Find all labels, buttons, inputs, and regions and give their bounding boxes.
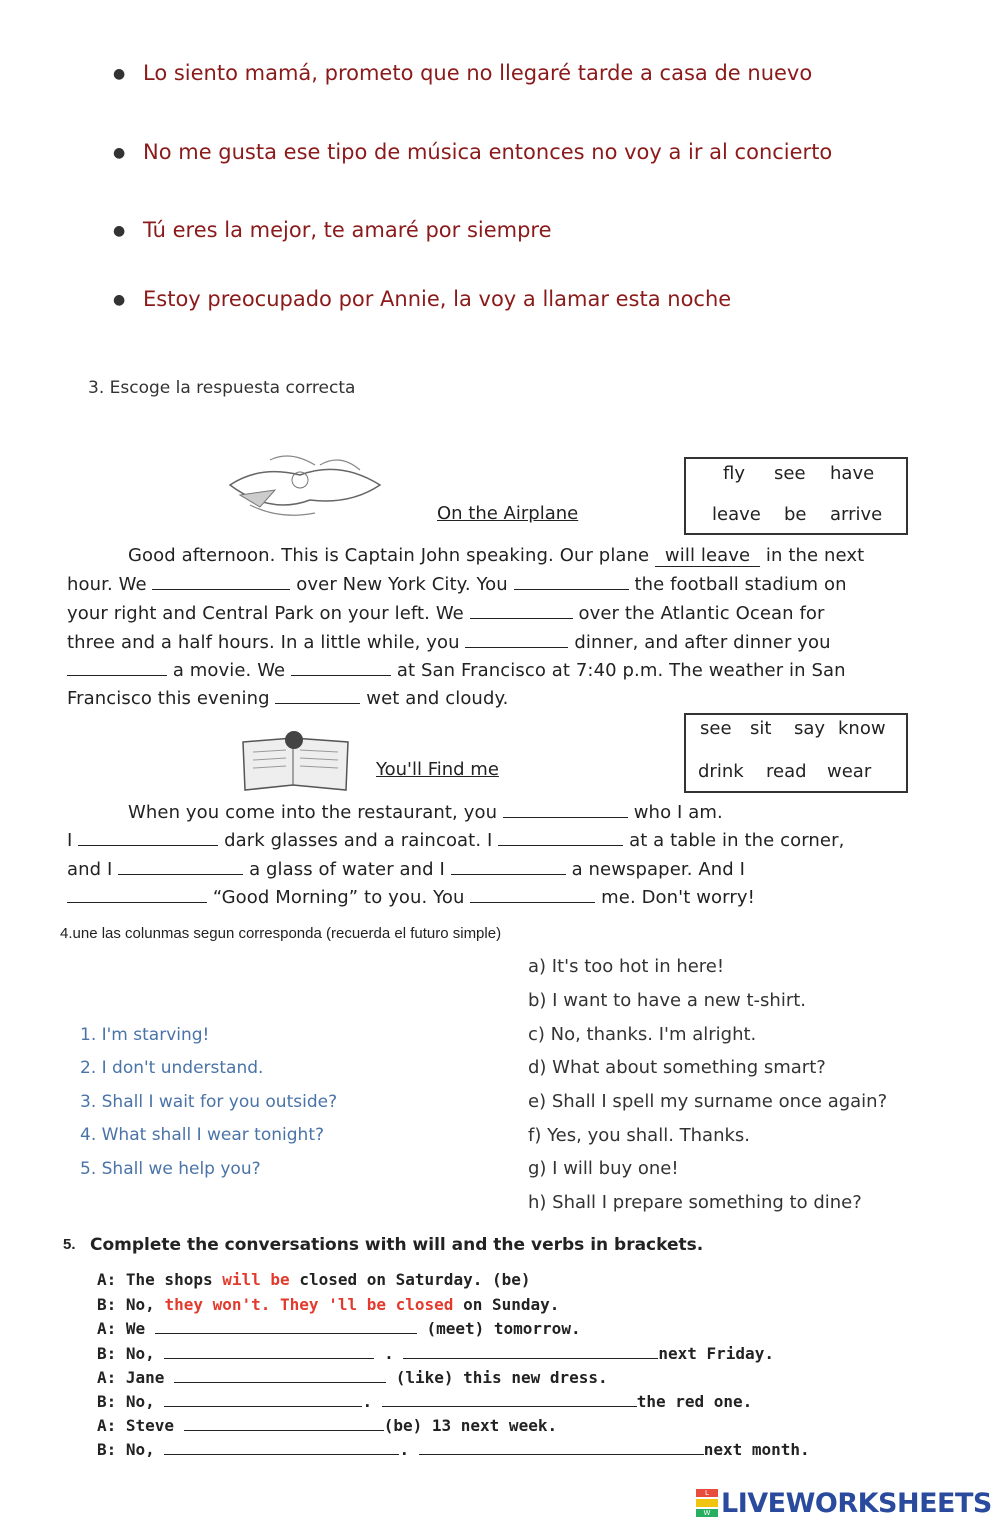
text: hour. We: [67, 574, 147, 595]
text: over New York City. You: [296, 574, 508, 595]
word-option: leave: [712, 504, 761, 525]
section3-heading: 3. Escoge la respuesta correcta: [88, 378, 356, 398]
text: A: Jane: [97, 1368, 165, 1387]
text: in the next: [765, 545, 865, 566]
text: B: No,: [97, 1392, 155, 1411]
text: who I am.: [633, 802, 723, 823]
answer-blank[interactable]: will leave: [655, 545, 760, 567]
example-answer: they won't. They 'll be closed: [164, 1295, 454, 1314]
logo-letter: L: [696, 1489, 718, 1497]
text: a movie. We: [172, 660, 286, 681]
word-option: be: [784, 504, 807, 525]
answer-blank[interactable]: [451, 858, 566, 875]
text: over the Atlantic Ocean for: [578, 603, 825, 624]
section4-heading: 4.une las colunmas segun corresponda (recuerda el futuro simple): [60, 925, 502, 942]
answer-blank[interactable]: [498, 829, 623, 846]
bullet-text: Estoy preocupado por Annie, la voy a llamar esta noche: [143, 287, 732, 311]
airplane-line: [67, 573, 847, 595]
conversation-line: [97, 1368, 608, 1387]
liveworksheets-logo-icon: [696, 1489, 718, 1517]
answer-blank[interactable]: [470, 886, 595, 903]
text: your right and Central Park on your left. We: [67, 603, 464, 624]
example-answer: will be: [222, 1270, 290, 1289]
bullet-item: ● Estoy preocupado por Annie, la voy a llamar esta noche: [113, 287, 732, 311]
answer-blank[interactable]: [155, 1319, 417, 1334]
match-option-right[interactable]: g) I will buy one!: [528, 1158, 679, 1179]
match-option-right[interactable]: d) What about something smart?: [528, 1057, 826, 1078]
match-option-left[interactable]: 5. Shall we help you?: [80, 1159, 261, 1179]
match-option-right[interactable]: h) Shall I prepare something to dine?: [528, 1192, 862, 1213]
text: the red one.: [636, 1392, 753, 1411]
conversation-line: [97, 1319, 581, 1338]
text: at a table in the corner,: [629, 830, 845, 851]
bullet-text: Lo siento mamá, prometo que no llegaré tarde a casa de nuevo: [143, 61, 813, 85]
answer-blank[interactable]: [403, 1344, 658, 1359]
section5-number: 5.: [63, 1236, 76, 1253]
answer-blank[interactable]: [514, 573, 629, 590]
match-option-right[interactable]: e) Shall I spell my surname once again?: [528, 1091, 888, 1112]
text: (like) this new dress.: [395, 1368, 608, 1387]
text: .: [399, 1440, 410, 1459]
text: B: No,: [97, 1344, 155, 1363]
text: .: [362, 1392, 373, 1411]
text: next Friday.: [658, 1344, 774, 1363]
text: dark glasses and a raincoat. I: [224, 830, 493, 851]
conversation-line: [97, 1392, 752, 1411]
text: at San Francisco at 7:40 p.m. The weather in San: [396, 660, 846, 681]
airplane-line: [67, 602, 825, 624]
text: on Sunday.: [463, 1295, 560, 1314]
text: When you come into the restaurant, you: [128, 802, 498, 823]
text: Good afternoon. This is Captain John speaking. Our plane: [128, 545, 650, 566]
airplane-illustration: [220, 445, 395, 525]
text: B: No,: [97, 1440, 155, 1459]
text: a glass of water and I: [249, 859, 445, 880]
conversation-line: [97, 1344, 774, 1363]
text: Francisco this evening: [67, 688, 270, 709]
answer-blank[interactable]: [164, 1392, 362, 1407]
text: three and a half hours. In a little while, you: [67, 632, 460, 653]
text: A: The shops: [97, 1270, 213, 1289]
word-option: drink: [698, 761, 744, 782]
match-option-right[interactable]: c) No, thanks. I'm alright.: [528, 1024, 757, 1045]
airplane-line: [128, 545, 864, 567]
answer-blank[interactable]: [470, 602, 573, 619]
answer-blank[interactable]: [67, 886, 207, 903]
match-option-left[interactable]: 4. What shall I wear tonight?: [80, 1125, 325, 1145]
text: (meet) tomorrow.: [426, 1319, 581, 1338]
answer-blank[interactable]: [78, 829, 218, 846]
match-option-left[interactable]: 3. Shall I wait for you outside?: [80, 1092, 338, 1112]
conversation-line: [97, 1416, 557, 1435]
findme-title: You'll Find me: [376, 759, 499, 780]
word-option: know: [838, 718, 886, 739]
answer-blank[interactable]: [382, 1392, 637, 1407]
conversation-line: [97, 1295, 559, 1314]
word-option: see: [700, 718, 732, 739]
logo-bar: [696, 1499, 718, 1507]
text: dinner, and after dinner you: [574, 632, 831, 653]
text: the football stadium on: [634, 574, 847, 595]
findme-line: [67, 858, 745, 880]
bullet-item: ● Tú eres la mejor, te amaré por siempre: [113, 218, 552, 242]
answer-blank[interactable]: [184, 1416, 384, 1431]
text: a newspaper. And I: [571, 859, 746, 880]
word-option: see: [774, 463, 806, 484]
text: me. Don't worry!: [601, 887, 755, 908]
findme-line: [67, 829, 844, 851]
text: .: [384, 1344, 394, 1363]
airplane-line: [67, 659, 846, 681]
logo-letter: W: [696, 1509, 718, 1517]
word-option: say: [794, 718, 826, 739]
text: “Good Morning” to you. You: [212, 887, 465, 908]
word-option: fly: [723, 463, 745, 484]
word-option: arrive: [830, 504, 883, 525]
match-option-right[interactable]: a) It's too hot in here!: [528, 956, 725, 977]
text: wet and cloudy.: [366, 688, 509, 709]
match-option-left[interactable]: 2. I don't understand.: [80, 1058, 264, 1078]
bullet-item: ● Lo siento mamá, prometo que no llegaré tarde a casa de nuevo: [113, 61, 813, 85]
airplane-line: [67, 631, 831, 653]
text: and I: [67, 859, 113, 880]
conversation-line: [97, 1440, 810, 1459]
answer-blank[interactable]: [503, 801, 628, 818]
answer-blank[interactable]: [275, 687, 360, 704]
answer-blank[interactable]: [164, 1440, 399, 1455]
text: B: No,: [97, 1295, 155, 1314]
answer-blank[interactable]: [118, 858, 243, 875]
answer-blank[interactable]: [67, 659, 167, 676]
word-option: have: [830, 463, 875, 484]
findme-line: [128, 801, 723, 823]
brand-name[interactable]: LIVEWORKSHEETS: [721, 1488, 992, 1519]
match-option-right[interactable]: f) Yes, you shall. Thanks.: [528, 1125, 751, 1146]
word-box-findme: [684, 713, 908, 793]
answer-blank[interactable]: [465, 631, 568, 648]
conversation-line: [97, 1270, 531, 1289]
text: A: Steve: [97, 1416, 175, 1435]
airplane-title: On the Airplane: [437, 503, 579, 524]
match-option-right[interactable]: b) I want to have a new t-shirt.: [528, 990, 807, 1011]
answer-blank[interactable]: [152, 573, 290, 590]
airplane-line: [67, 687, 508, 709]
text: closed on Saturday. (be): [299, 1270, 531, 1289]
text: next month.: [703, 1440, 810, 1459]
text: I: [67, 830, 73, 851]
word-option: sit: [750, 718, 772, 739]
word-box-airplane: [684, 457, 908, 535]
bullet-text: No me gusta ese tipo de música entonces no voy a ir al concierto: [143, 140, 833, 164]
text: A: We: [97, 1319, 146, 1338]
bullet-item: ● No me gusta ese tipo de música entonces no voy a ir al concierto: [113, 140, 833, 164]
word-option: read: [766, 761, 807, 782]
answer-blank[interactable]: [291, 659, 391, 676]
answer-blank[interactable]: [164, 1344, 374, 1359]
text: (be) 13 next week.: [383, 1416, 558, 1435]
bullet-text: Tú eres la mejor, te amaré por siempre: [143, 218, 552, 242]
word-option: wear: [827, 761, 872, 782]
match-option-left[interactable]: 1. I'm starving!: [80, 1025, 210, 1045]
section5-heading: Complete the conversations with will and the verbs in brackets.: [90, 1235, 704, 1255]
newspaper-illustration: [238, 730, 353, 795]
answer-blank[interactable]: [174, 1368, 386, 1383]
findme-line: [67, 886, 755, 908]
answer-blank[interactable]: [419, 1440, 704, 1455]
